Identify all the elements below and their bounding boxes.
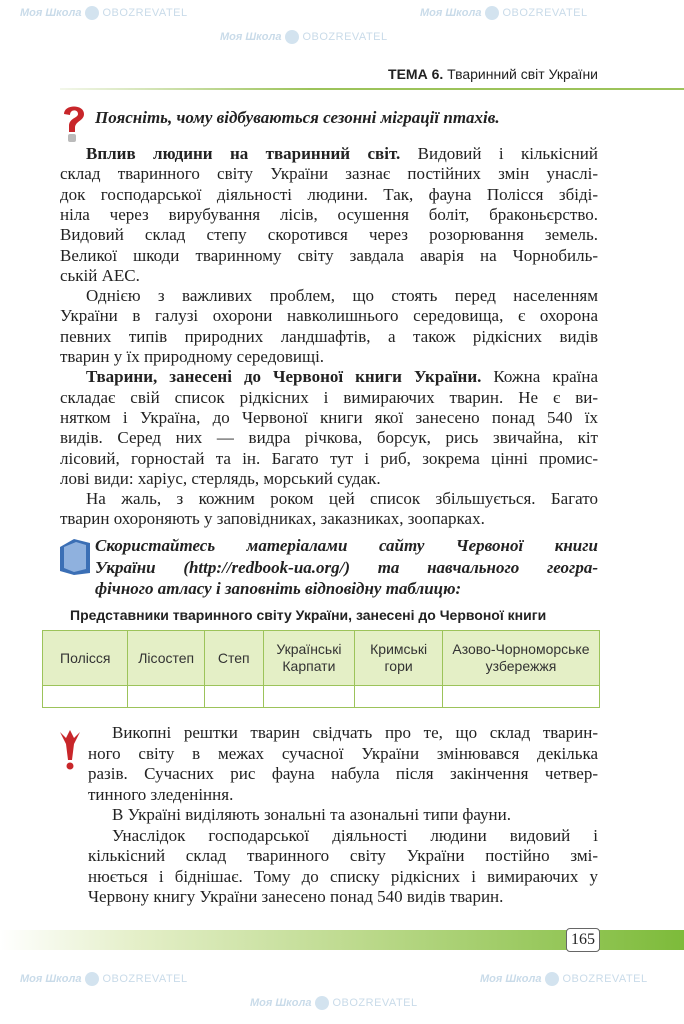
text-line bbox=[60, 449, 598, 469]
text-line bbox=[60, 306, 598, 326]
watermark-logo-icon bbox=[485, 6, 499, 20]
fact-line: Червону книгу України занесено понад 540 видів тварин. bbox=[88, 887, 504, 906]
empty-cell[interactable] bbox=[263, 686, 355, 708]
empty-cell[interactable] bbox=[43, 686, 128, 708]
watermark-brand1: Моя Школа bbox=[420, 6, 482, 19]
line-text: лові види: харіус, стерлядь, морський судак. bbox=[60, 468, 381, 488]
text-line bbox=[60, 388, 598, 408]
theme-title: Тваринний світ України bbox=[443, 66, 598, 82]
text-line bbox=[86, 144, 598, 164]
watermark-brand2: OBOZREVATEL bbox=[102, 972, 188, 985]
watermark bbox=[480, 972, 648, 986]
fact-line: кількісний склад тваринного світу України постійно змі- bbox=[88, 846, 598, 865]
fact-line: разів. Сучасних рис фауна набула після закінчення четвер- bbox=[88, 764, 598, 783]
empty-cell[interactable] bbox=[355, 686, 443, 708]
bold-heading: Тварини, занесені до Червоної книги України. bbox=[86, 367, 482, 387]
line-text: склад тваринного світу України зазнає постійних змін унаслі- bbox=[60, 164, 598, 184]
watermark-brand2: OBOZREVATEL bbox=[102, 6, 188, 19]
watermark-brand1: Моя Школа bbox=[480, 972, 542, 985]
line-text: ській АЕС. bbox=[60, 265, 140, 285]
text-line bbox=[86, 367, 598, 387]
fact-line: ного світу в межах сучасної України змінювався декілька bbox=[88, 743, 598, 763]
question-mark-icon bbox=[58, 102, 90, 149]
column-header: Лісостеп bbox=[128, 631, 204, 686]
column-header: Полісся bbox=[43, 631, 128, 686]
empty-cell[interactable] bbox=[204, 686, 263, 708]
watermark-logo-icon bbox=[285, 30, 299, 44]
watermark-brand1: Моя Школа bbox=[20, 6, 82, 19]
watermark-brand1: Моя Школа bbox=[20, 972, 82, 985]
empty-cell[interactable] bbox=[128, 686, 204, 708]
line-text: складає свій список рідкісних і вимираючих тварин. Не є ви- bbox=[60, 387, 598, 407]
fact-line: В Україні виділяють зональні та азональні типи фауни. bbox=[112, 805, 511, 824]
text-line bbox=[60, 428, 598, 448]
watermark-logo-icon bbox=[315, 996, 329, 1010]
task-line: Скористайтесь матеріалами сайту Червоної книги bbox=[95, 536, 598, 555]
line-text: тварин охороняють у заповідниках, заказниках, зоопарках. bbox=[60, 509, 485, 529]
fact-line: тинного зледеніння. bbox=[88, 784, 234, 804]
line-text: певних типів природних ландшафтів, а також рідкісних видів bbox=[60, 326, 598, 346]
page-number: 165 bbox=[566, 928, 600, 952]
text-line bbox=[60, 205, 598, 225]
watermark-logo-icon bbox=[545, 972, 559, 986]
line-text: Однією з важливих проблем, що стоять перед населенням bbox=[86, 286, 598, 306]
column-header: Степ bbox=[204, 631, 263, 686]
watermark-brand2: OBOZREVATEL bbox=[332, 996, 418, 1009]
line-text: Кожна країна bbox=[481, 367, 598, 387]
watermark-brand2: OBOZREVATEL bbox=[562, 972, 648, 985]
line-text: тварин у їх природному середовищі. bbox=[60, 347, 325, 366]
line-text: лісовий, горностай та ін. Багато тут і риб, зокрема цінні промис- bbox=[60, 448, 598, 468]
running-header bbox=[388, 66, 598, 82]
table-title: Представники тваринного світу України, занесені до Червоної книги bbox=[70, 607, 547, 623]
watermark-brand1: Моя Школа bbox=[220, 30, 282, 43]
task-line: фічного атласу і заповніть відповідну таблицю: bbox=[95, 579, 462, 598]
line-text: док господарської діяльності людини. Так, фауна Полісся збіді- bbox=[60, 184, 598, 204]
text-line bbox=[60, 408, 598, 428]
line-text: нятком і Україна, до Червоної книги якої занесено понад 540 їх bbox=[60, 407, 598, 427]
watermark bbox=[420, 6, 588, 20]
book-icon bbox=[56, 537, 92, 582]
text-line bbox=[60, 469, 598, 489]
watermark bbox=[250, 996, 418, 1010]
text-line bbox=[86, 489, 598, 509]
question-text: Поясніть, чому відбуваються сезонні міграції птахів. bbox=[95, 108, 500, 127]
task-line: України (http://redbook-ua.org/) та навчального геогра- bbox=[95, 557, 598, 577]
text-line bbox=[60, 225, 598, 245]
text-line bbox=[60, 164, 598, 184]
column-header: Кримські гори bbox=[355, 631, 443, 686]
watermark-brand2: OBOZREVATEL bbox=[302, 30, 388, 43]
table-header-row bbox=[43, 631, 600, 686]
red-book-table bbox=[42, 630, 600, 708]
text-line bbox=[60, 509, 598, 529]
fact-line: нюється і біднішає. Тому до списку рідкісних і вимираючих у bbox=[88, 866, 598, 886]
line-text: Видовий склад степу скоротився через розорювання земель. bbox=[60, 225, 598, 245]
line-text: видів. Серед них — видра річкова, борсук, рись звичайна, кіт bbox=[60, 428, 598, 448]
column-header: Азово-Чорноморське узбережжя bbox=[442, 631, 599, 686]
header-divider bbox=[60, 88, 684, 90]
watermark bbox=[220, 30, 388, 44]
empty-cell[interactable] bbox=[442, 686, 599, 708]
watermark-logo-icon bbox=[85, 6, 99, 20]
watermark-brand1: Моя Школа bbox=[250, 996, 312, 1009]
watermark-brand2: OBOZREVATEL bbox=[502, 6, 588, 19]
fact-line: Унаслідок господарської діяльності людини видовий і bbox=[112, 825, 598, 845]
table-empty-row[interactable] bbox=[43, 686, 600, 708]
line-text: Великої шкоди тваринному світу завдала аварія на Чорнобиль- bbox=[60, 245, 598, 265]
watermark bbox=[20, 972, 188, 986]
watermark bbox=[20, 6, 188, 20]
fact-line: Викопні рештки тварин свідчать про те, що склад тварин- bbox=[112, 723, 598, 742]
text-line bbox=[60, 347, 598, 367]
text-line bbox=[60, 246, 598, 266]
text-line bbox=[60, 185, 598, 205]
line-text: України в галузі охорони навколишнього середовища, є охорона bbox=[60, 306, 598, 326]
column-header: Українські Карпати bbox=[263, 631, 355, 686]
theme-label: ТЕМА 6. bbox=[388, 66, 444, 82]
text-line bbox=[86, 286, 598, 306]
text-line bbox=[60, 266, 598, 286]
watermark-logo-icon bbox=[85, 972, 99, 986]
line-text: На жаль, з кожним роком цей список збільшується. Багато bbox=[86, 489, 598, 509]
line-text: Видовий і кількісний bbox=[400, 144, 598, 163]
exclamation-icon bbox=[58, 728, 82, 777]
bold-heading: Вплив людини на тваринний світ. bbox=[86, 144, 401, 163]
line-text: ніла через вирубування лісів, осушення боліт, браконьєрство. bbox=[60, 204, 598, 224]
text-line bbox=[60, 327, 598, 347]
